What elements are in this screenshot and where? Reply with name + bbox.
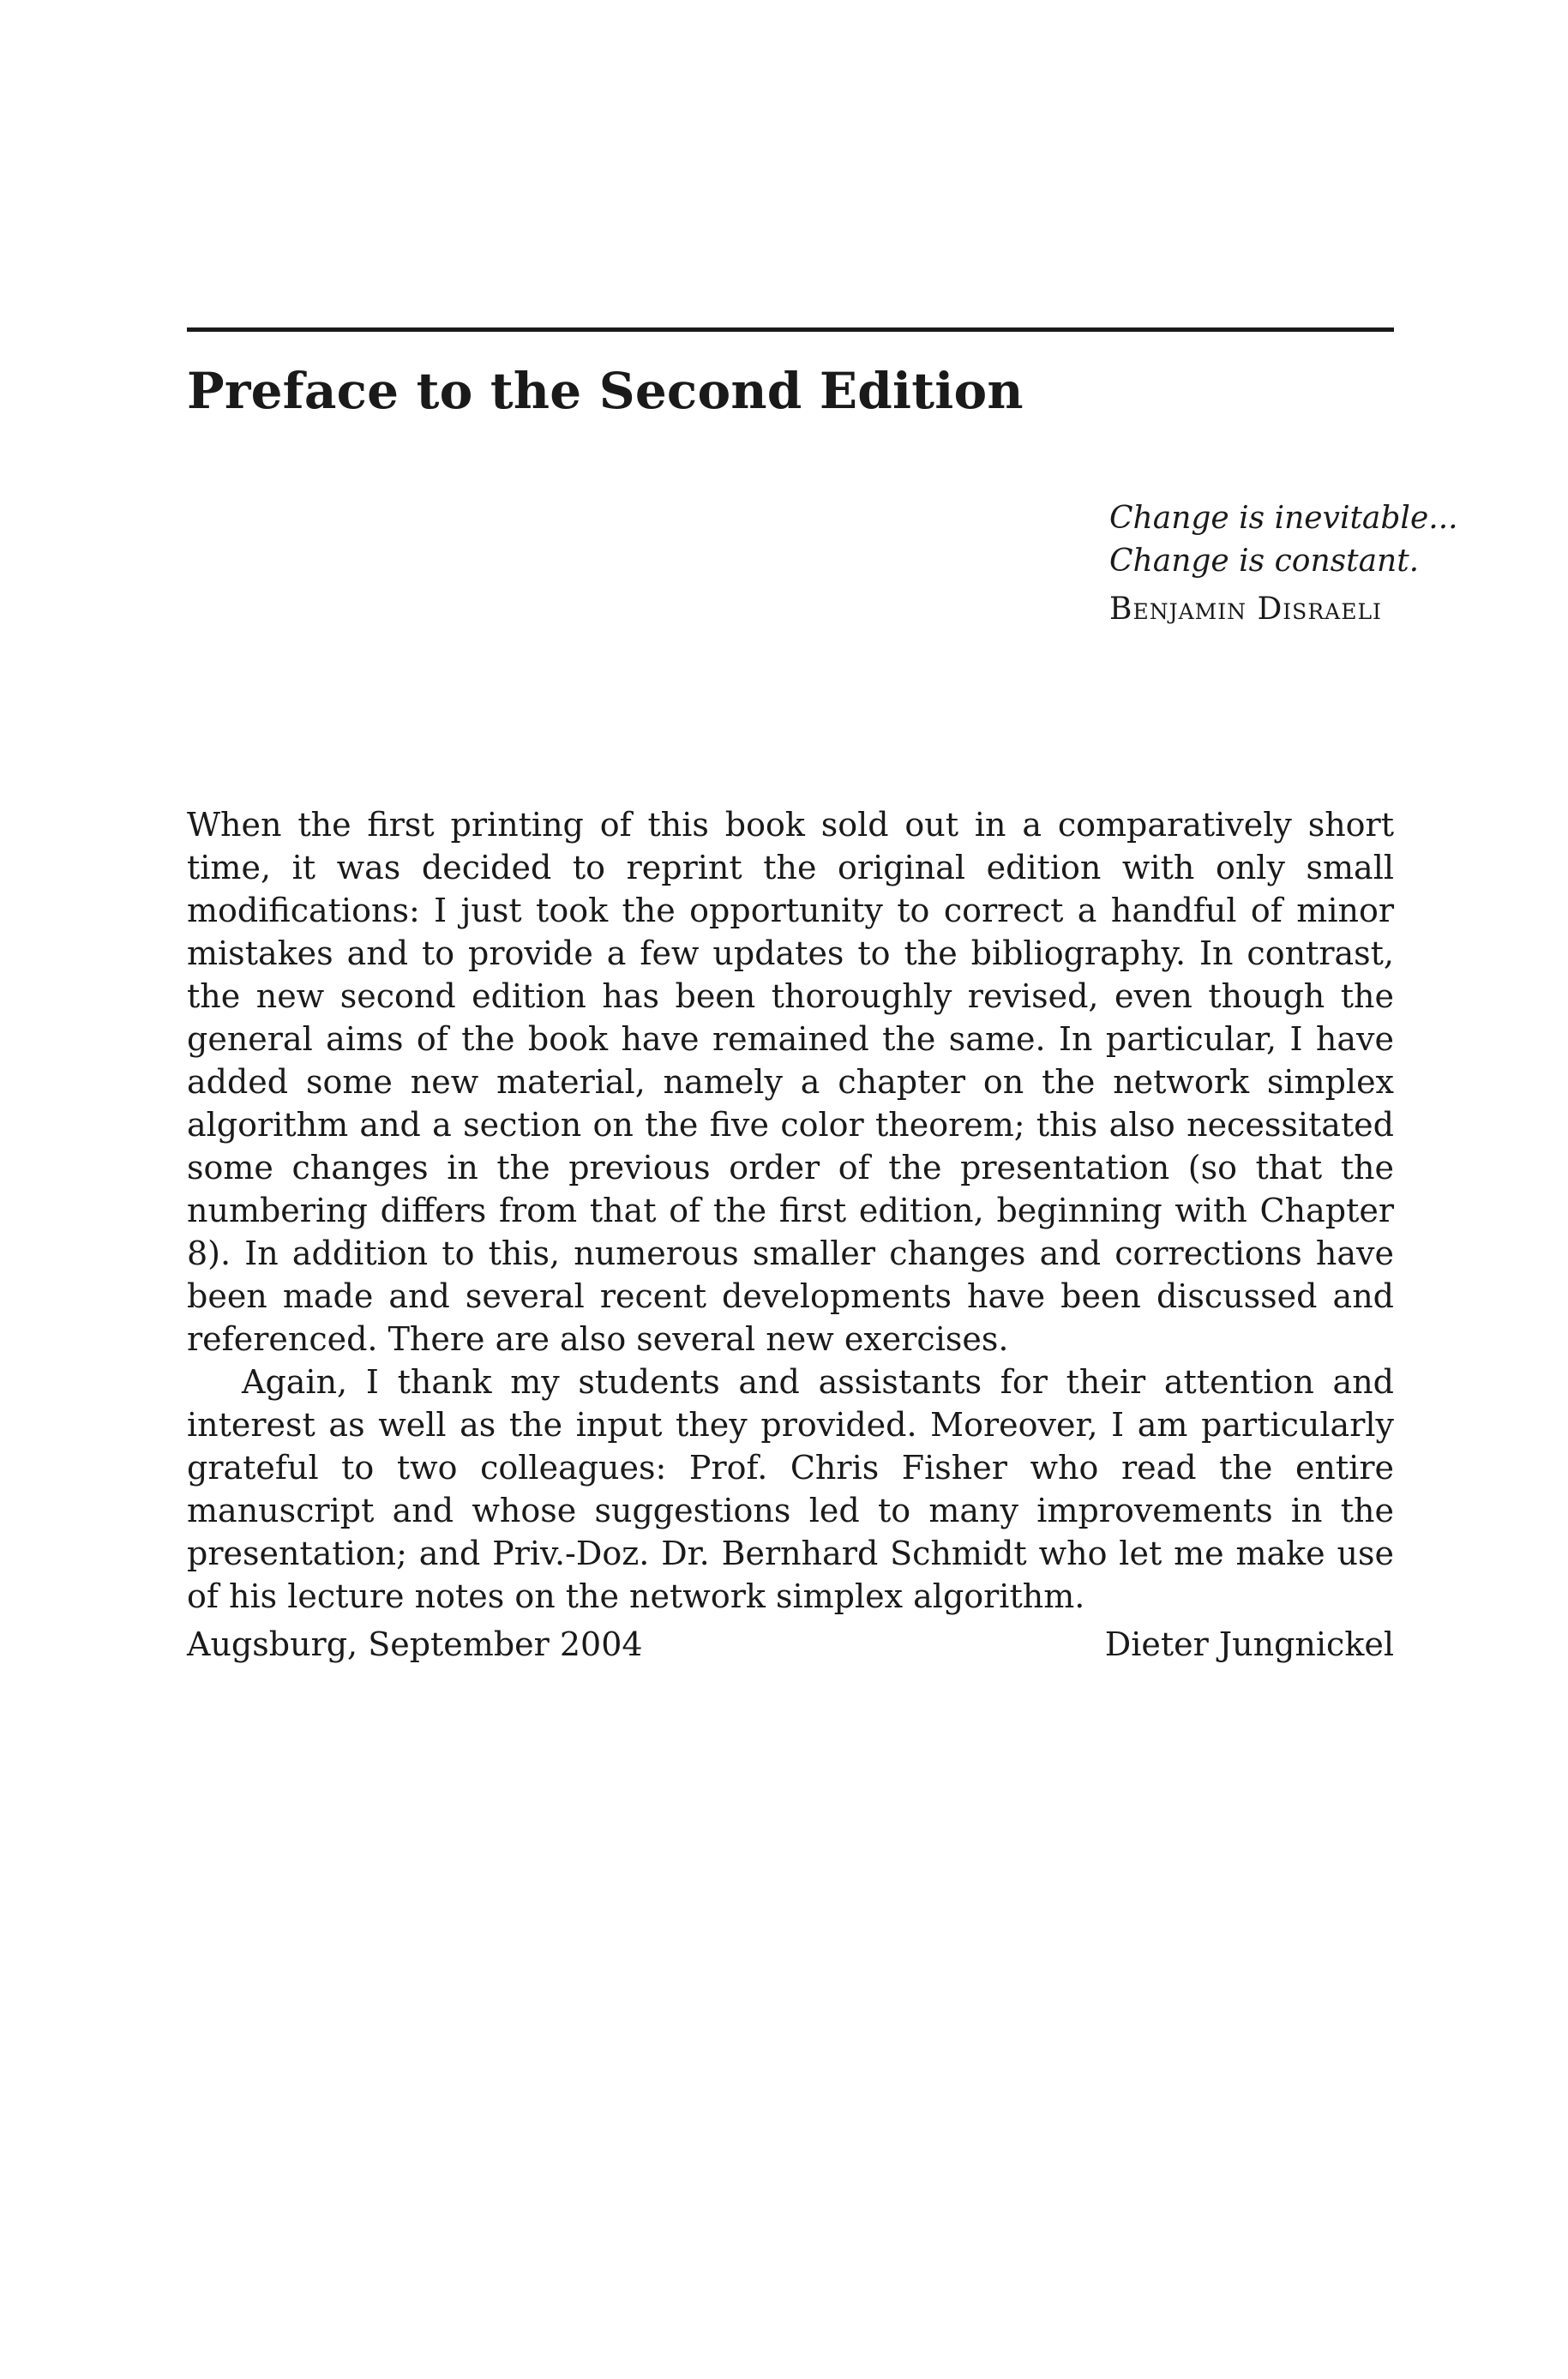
epigraph-line-1: Change is inevitable... [1109,501,1458,536]
top-rule [187,327,1394,332]
epigraph [1109,497,1458,631]
paragraph-1: When the first printing of this book sold out in a comparatively short time, it was decided to reprint the original edition with only small modifications: I just took the opportunity to correct a handful of minor mistakes and to provide a few updates to the bibliography. In contrast, the new second edition has been thoroughly revised, even though the general aims of the book have remained the same. In particular, I have added some new material, namely a chapter on the network simplex algorithm and a section on the five color theorem; this also necessitated some changes in the previous order of the presentation (so that the numbering differs from that of the first edition, beginning with Chapter 8). In addition to this, numerous smaller changes and corrections have been made and several recent developments have been discussed and referenced. There are also several new exercises. [187,806,1394,1358]
author-name: Dieter Jungnickel [1104,1625,1394,1663]
paragraph-2: Again, I thank my students and assistants for their attention and interest as well as the input they provided. Moreover, I am particularly grateful to two colleagues: Prof. Chris Fisher who read the entire manuscript and whose suggestions led to many improvements in the presentation; and Priv.-Doz. Dr. Bernhard Schmidt who let me make use of his lecture notes on the network simplex algorithm. [187,1363,1394,1615]
epigraph-author: Benjamin Disraeli [1109,592,1382,627]
place-date: Augsburg, September 2004 [187,1625,643,1663]
preface-body [187,803,1394,1618]
epigraph-line-2: Change is constant. [1109,544,1420,579]
signature-line [187,1623,1394,1666]
page-title: Preface to the Second Edition [187,362,1024,420]
